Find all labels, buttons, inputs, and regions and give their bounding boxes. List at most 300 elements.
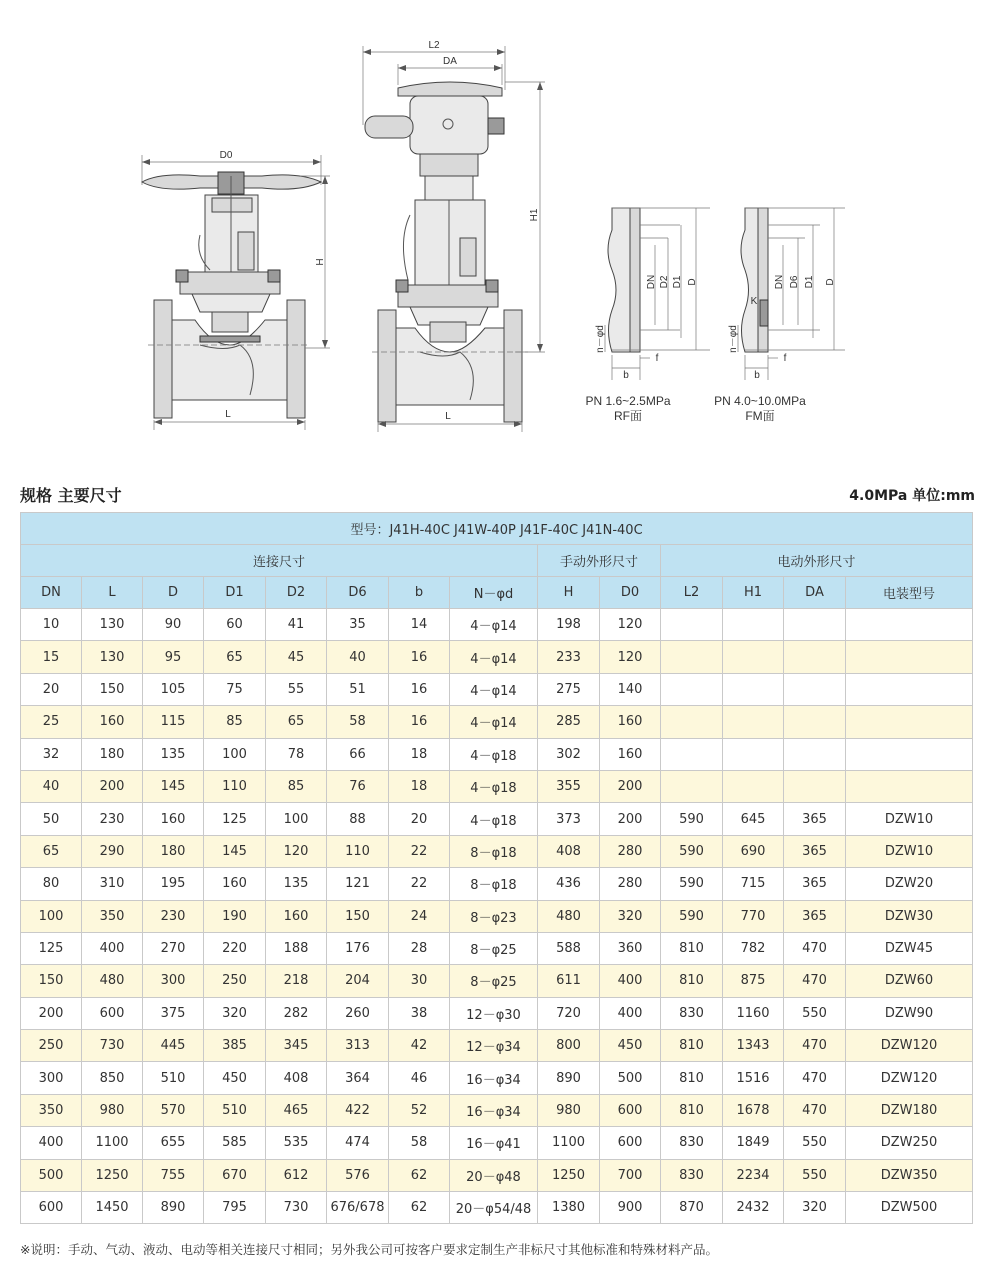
table-cell <box>723 641 784 673</box>
table-cell: 8－φ25 <box>450 932 538 964</box>
table-cell <box>784 738 846 770</box>
fm-d6-label: D6 <box>789 275 800 289</box>
electric-valve-drawing <box>363 40 545 432</box>
table-cell: 88 <box>327 803 389 835</box>
table-cell <box>723 673 784 705</box>
table-cell: 300 <box>21 1062 82 1094</box>
table-cell <box>784 609 846 641</box>
table-cell <box>723 609 784 641</box>
table-cell: 22 <box>389 868 450 900</box>
table-cell: 676/678 <box>327 1192 389 1224</box>
manual-h-label: H <box>315 258 326 266</box>
table-cell: 51 <box>327 673 389 705</box>
table-cell: 160 <box>204 868 266 900</box>
table-cell <box>723 738 784 770</box>
table-cell: 300 <box>143 965 204 997</box>
table-cell: 16 <box>389 706 450 738</box>
table-cell: 16 <box>389 641 450 673</box>
column-header: D1 <box>204 577 266 609</box>
table-cell: 14 <box>389 609 450 641</box>
table-cell: 160 <box>82 706 143 738</box>
table-row <box>21 1062 973 1094</box>
table-cell: DZW30 <box>846 900 973 932</box>
table-cell: 310 <box>82 868 143 900</box>
table-row <box>21 1094 973 1126</box>
table-cell: 500 <box>600 1062 661 1094</box>
model-row <box>21 513 973 545</box>
table-cell: 180 <box>82 738 143 770</box>
table-cell: 130 <box>82 609 143 641</box>
table-cell: 810 <box>661 932 723 964</box>
table-cell: 470 <box>784 1030 846 1062</box>
table-cell: 52 <box>389 1094 450 1126</box>
table-cell: 400 <box>21 1127 82 1159</box>
table-cell: 4－φ14 <box>450 641 538 673</box>
table-cell: 445 <box>143 1030 204 1062</box>
table-cell: 150 <box>327 900 389 932</box>
column-header: 电装型号 <box>846 577 973 609</box>
column-header: D0 <box>600 577 661 609</box>
table-cell: 195 <box>143 868 204 900</box>
table-cell: 285 <box>538 706 600 738</box>
rf-d2-label: D2 <box>659 275 670 289</box>
table-cell: 190 <box>204 900 266 932</box>
fm-b-label: b <box>754 370 760 381</box>
table-cell: 22 <box>389 835 450 867</box>
table-cell: 2234 <box>723 1159 784 1191</box>
table-cell: 474 <box>327 1127 389 1159</box>
table-cell: 2432 <box>723 1192 784 1224</box>
table-cell: 200 <box>21 997 82 1029</box>
table-cell: 500 <box>21 1159 82 1191</box>
rf-d1-label: D1 <box>672 275 683 289</box>
rf-face-caption: RF面 <box>614 409 642 423</box>
table-cell: 20 <box>389 803 450 835</box>
rf-pressure-caption: PN 1.6~2.5MPa <box>585 394 671 408</box>
table-cell: 470 <box>784 1062 846 1094</box>
column-header: N－φd <box>450 577 538 609</box>
table-cell: 4－φ18 <box>450 738 538 770</box>
table-cell: 375 <box>143 997 204 1029</box>
technical-drawings <box>0 0 1000 470</box>
table-cell: 220 <box>204 932 266 964</box>
table-cell: 121 <box>327 868 389 900</box>
table-cell: 110 <box>204 770 266 802</box>
table-cell: 230 <box>82 803 143 835</box>
table-cell: 782 <box>723 932 784 964</box>
column-header: b <box>389 577 450 609</box>
table-cell: 115 <box>143 706 204 738</box>
table-cell: 365 <box>784 900 846 932</box>
group-header-row <box>21 545 973 577</box>
table-cell: 1678 <box>723 1094 784 1126</box>
table-cell: 85 <box>204 706 266 738</box>
table-cell: 364 <box>327 1062 389 1094</box>
table-cell: 8－φ25 <box>450 965 538 997</box>
table-cell: 8－φ18 <box>450 868 538 900</box>
table-cell: 588 <box>538 932 600 964</box>
table-cell: 76 <box>327 770 389 802</box>
dimension-table <box>20 512 973 1224</box>
column-header: D6 <box>327 577 389 609</box>
table-cell: 550 <box>784 997 846 1029</box>
table-cell: 135 <box>143 738 204 770</box>
table-row <box>21 932 973 964</box>
table-cell: 50 <box>21 803 82 835</box>
table-cell: 550 <box>784 1159 846 1191</box>
table-cell: 550 <box>784 1127 846 1159</box>
table-cell: 41 <box>266 609 327 641</box>
table-cell: 250 <box>21 1030 82 1062</box>
table-cell: 204 <box>327 965 389 997</box>
table-cell: 135 <box>266 868 327 900</box>
table-cell: 480 <box>82 965 143 997</box>
table-cell: 385 <box>204 1030 266 1062</box>
column-header: L <box>82 577 143 609</box>
table-cell: 120 <box>600 641 661 673</box>
table-cell: 690 <box>723 835 784 867</box>
table-cell: 576 <box>327 1159 389 1191</box>
table-cell: 280 <box>600 835 661 867</box>
table-row <box>21 641 973 673</box>
table-cell: 320 <box>204 997 266 1029</box>
table-cell: 60 <box>204 609 266 641</box>
table-cell: 12－φ34 <box>450 1030 538 1062</box>
table-cell: 66 <box>327 738 389 770</box>
table-row <box>21 868 973 900</box>
column-header: D2 <box>266 577 327 609</box>
table-cell <box>846 770 973 802</box>
table-cell: 590 <box>661 868 723 900</box>
table-cell: 90 <box>143 609 204 641</box>
table-cell: DZW180 <box>846 1094 973 1126</box>
table-row <box>21 900 973 932</box>
table-cell: 570 <box>143 1094 204 1126</box>
table-row <box>21 1127 973 1159</box>
table-cell: 62 <box>389 1159 450 1191</box>
table-cell <box>784 641 846 673</box>
table-cell <box>661 770 723 802</box>
table-cell: 585 <box>204 1127 266 1159</box>
table-cell: 110 <box>327 835 389 867</box>
electric-h1-label: H1 <box>529 208 540 222</box>
table-cell: 58 <box>389 1127 450 1159</box>
table-cell: DZW120 <box>846 1062 973 1094</box>
table-cell: 16－φ34 <box>450 1094 538 1126</box>
column-header: DN <box>21 577 82 609</box>
table-row <box>21 997 973 1029</box>
table-cell: 450 <box>600 1030 661 1062</box>
table-cell: 470 <box>784 932 846 964</box>
electric-l2-label: L2 <box>428 40 440 51</box>
fm-dn-label: DN <box>774 274 785 290</box>
table-cell: 100 <box>266 803 327 835</box>
column-header: L2 <box>661 577 723 609</box>
table-cell: 8－φ23 <box>450 900 538 932</box>
table-cell: 62 <box>389 1192 450 1224</box>
electric-l-label: L <box>445 411 451 422</box>
table-cell: 150 <box>21 965 82 997</box>
table-cell: 46 <box>389 1062 450 1094</box>
table-cell: 200 <box>600 803 661 835</box>
rf-d-label: D <box>687 278 698 286</box>
table-cell: 176 <box>327 932 389 964</box>
table-cell <box>784 706 846 738</box>
table-cell: 4－φ14 <box>450 706 538 738</box>
table-cell: 600 <box>21 1192 82 1224</box>
table-cell: 365 <box>784 803 846 835</box>
manual-l-label: L <box>225 409 231 420</box>
table-cell: 980 <box>82 1094 143 1126</box>
fm-face-drawing <box>714 208 845 423</box>
table-cell: 275 <box>538 673 600 705</box>
table-cell: 510 <box>204 1094 266 1126</box>
table-cell: 600 <box>600 1094 661 1126</box>
table-cell: 200 <box>600 770 661 802</box>
table-cell: 32 <box>21 738 82 770</box>
table-cell: 830 <box>661 1159 723 1191</box>
rf-n-phi-d-label: n－φd <box>595 325 606 353</box>
table-cell: 65 <box>266 706 327 738</box>
table-cell: 1450 <box>82 1192 143 1224</box>
fm-n-phi-d-label: n－φd <box>728 325 739 353</box>
table-cell: 770 <box>723 900 784 932</box>
table-cell: 280 <box>600 868 661 900</box>
table-cell: 160 <box>600 738 661 770</box>
table-cell: 890 <box>143 1192 204 1224</box>
table-cell: 1160 <box>723 997 784 1029</box>
table-cell: 233 <box>538 641 600 673</box>
table-cell: 810 <box>661 1030 723 1062</box>
table-cell: 810 <box>661 965 723 997</box>
table-cell: 40 <box>327 641 389 673</box>
table-cell: 715 <box>723 868 784 900</box>
section-header <box>20 483 975 509</box>
fm-d1-label: D1 <box>804 275 815 289</box>
table-cell: 320 <box>600 900 661 932</box>
table-cell: 655 <box>143 1127 204 1159</box>
table-cell: 1100 <box>538 1127 600 1159</box>
table-cell: 218 <box>266 965 327 997</box>
table-row <box>21 803 973 835</box>
table-cell: 600 <box>600 1127 661 1159</box>
table-cell: 1100 <box>82 1127 143 1159</box>
table-cell: DZW10 <box>846 835 973 867</box>
table-cell: 1516 <box>723 1062 784 1094</box>
table-cell: 30 <box>389 965 450 997</box>
rf-dn-label: DN <box>646 274 657 290</box>
table-cell: DZW45 <box>846 932 973 964</box>
table-cell: 720 <box>538 997 600 1029</box>
table-cell: 1380 <box>538 1192 600 1224</box>
table-cell: 600 <box>82 997 143 1029</box>
electric-da-label: DA <box>443 56 457 67</box>
table-row <box>21 609 973 641</box>
table-cell: 1250 <box>82 1159 143 1191</box>
table-cell: 55 <box>266 673 327 705</box>
table-cell <box>846 706 973 738</box>
table-body <box>21 609 973 1224</box>
table-cell <box>723 706 784 738</box>
table-cell: 150 <box>82 673 143 705</box>
table-cell: 355 <box>538 770 600 802</box>
table-cell: 28 <box>389 932 450 964</box>
manual-d0-label: D0 <box>219 150 233 161</box>
table-cell: DZW120 <box>846 1030 973 1062</box>
table-cell: 16－φ41 <box>450 1127 538 1159</box>
table-cell: 145 <box>143 770 204 802</box>
table-cell <box>846 609 973 641</box>
table-cell: 250 <box>204 965 266 997</box>
table-cell: 350 <box>82 900 143 932</box>
rf-b-label: b <box>623 370 629 381</box>
table-cell: 16 <box>389 673 450 705</box>
column-header: D <box>143 577 204 609</box>
table-cell: 313 <box>327 1030 389 1062</box>
table-cell: 470 <box>784 965 846 997</box>
table-cell: 125 <box>21 932 82 964</box>
table-cell: 422 <box>327 1094 389 1126</box>
table-cell <box>846 641 973 673</box>
table-cell: 373 <box>538 803 600 835</box>
table-cell: 8－φ18 <box>450 835 538 867</box>
table-cell: 100 <box>21 900 82 932</box>
table-cell: DZW20 <box>846 868 973 900</box>
table-cell: 810 <box>661 1062 723 1094</box>
table-cell: 810 <box>661 1094 723 1126</box>
table-cell: 188 <box>266 932 327 964</box>
table-cell: 755 <box>143 1159 204 1191</box>
electric-group-header: 电动外形尺寸 <box>661 545 973 577</box>
table-cell: 875 <box>723 965 784 997</box>
table-cell: 65 <box>21 835 82 867</box>
table-cell: 282 <box>266 997 327 1029</box>
table-cell <box>723 770 784 802</box>
table-cell: 436 <box>538 868 600 900</box>
manual-group-header: 手动外形尺寸 <box>538 545 661 577</box>
table-row <box>21 1159 973 1191</box>
section-title: 规格 主要尺寸 <box>20 486 122 505</box>
table-cell: 120 <box>600 609 661 641</box>
table-cell: 130 <box>82 641 143 673</box>
table-cell: 10 <box>21 609 82 641</box>
table-cell: 145 <box>204 835 266 867</box>
table-cell: 590 <box>661 835 723 867</box>
table-cell: 42 <box>389 1030 450 1062</box>
table-cell: DZW60 <box>846 965 973 997</box>
table-cell: DZW350 <box>846 1159 973 1191</box>
table-cell: 612 <box>266 1159 327 1191</box>
column-header: H1 <box>723 577 784 609</box>
table-cell: 160 <box>600 706 661 738</box>
table-cell: 120 <box>266 835 327 867</box>
table-cell: 590 <box>661 900 723 932</box>
table-cell: 302 <box>538 738 600 770</box>
table-cell <box>661 706 723 738</box>
table-cell: 510 <box>143 1062 204 1094</box>
table-cell: 408 <box>538 835 600 867</box>
table-cell <box>784 770 846 802</box>
table-cell: 365 <box>784 868 846 900</box>
table-cell: 830 <box>661 1127 723 1159</box>
table-cell: 100 <box>204 738 266 770</box>
table-cell: 15 <box>21 641 82 673</box>
table-cell: DZW250 <box>846 1127 973 1159</box>
table-cell: 105 <box>143 673 204 705</box>
table-cell: 160 <box>143 803 204 835</box>
table-cell: 160 <box>266 900 327 932</box>
rf-f-label: f <box>655 353 659 364</box>
table-cell: 20－φ48 <box>450 1159 538 1191</box>
table-cell: 890 <box>538 1062 600 1094</box>
table-cell: 590 <box>661 803 723 835</box>
table-cell: 20 <box>21 673 82 705</box>
table-cell: 450 <box>204 1062 266 1094</box>
table-row <box>21 835 973 867</box>
table-cell: 198 <box>538 609 600 641</box>
table-cell: 465 <box>266 1094 327 1126</box>
table-cell: 700 <box>600 1159 661 1191</box>
pressure-unit-label: 4.0MPa 单位:mm <box>849 488 975 504</box>
table-cell: 38 <box>389 997 450 1029</box>
table-cell: 45 <box>266 641 327 673</box>
table-row <box>21 673 973 705</box>
table-cell: 18 <box>389 770 450 802</box>
table-cell: 24 <box>389 900 450 932</box>
table-cell: 1849 <box>723 1127 784 1159</box>
table-cell: 85 <box>266 770 327 802</box>
column-header: H <box>538 577 600 609</box>
table-cell: 870 <box>661 1192 723 1224</box>
table-cell: 20－φ54/48 <box>450 1192 538 1224</box>
fm-k-label: K <box>750 296 758 307</box>
table-row <box>21 965 973 997</box>
table-cell: 80 <box>21 868 82 900</box>
table-cell <box>661 641 723 673</box>
table-cell: 480 <box>538 900 600 932</box>
table-cell: 400 <box>600 965 661 997</box>
table-cell: 270 <box>143 932 204 964</box>
table-row <box>21 706 973 738</box>
table-cell: 350 <box>21 1094 82 1126</box>
table-cell: 645 <box>723 803 784 835</box>
table-cell: 35 <box>327 609 389 641</box>
fm-d-label: D <box>825 278 836 286</box>
column-header: DA <box>784 577 846 609</box>
table-cell <box>846 738 973 770</box>
table-cell: 4－φ18 <box>450 803 538 835</box>
table-cell: 180 <box>143 835 204 867</box>
fm-face-caption: FM面 <box>745 409 775 423</box>
table-cell: 850 <box>82 1062 143 1094</box>
table-cell: 4－φ14 <box>450 673 538 705</box>
table-cell: 125 <box>204 803 266 835</box>
rf-face-drawing <box>585 208 710 423</box>
table-cell: 408 <box>266 1062 327 1094</box>
table-cell: 535 <box>266 1127 327 1159</box>
table-cell: 400 <box>600 997 661 1029</box>
table-cell <box>661 673 723 705</box>
table-cell: 25 <box>21 706 82 738</box>
fm-pressure-caption: PN 4.0~10.0MPa <box>714 394 806 408</box>
table-cell: 65 <box>204 641 266 673</box>
table-row <box>21 1192 973 1224</box>
table-cell: DZW500 <box>846 1192 973 1224</box>
table-cell <box>784 673 846 705</box>
table-cell: 360 <box>600 932 661 964</box>
fm-f-label: f <box>783 353 787 364</box>
table-cell: 18 <box>389 738 450 770</box>
